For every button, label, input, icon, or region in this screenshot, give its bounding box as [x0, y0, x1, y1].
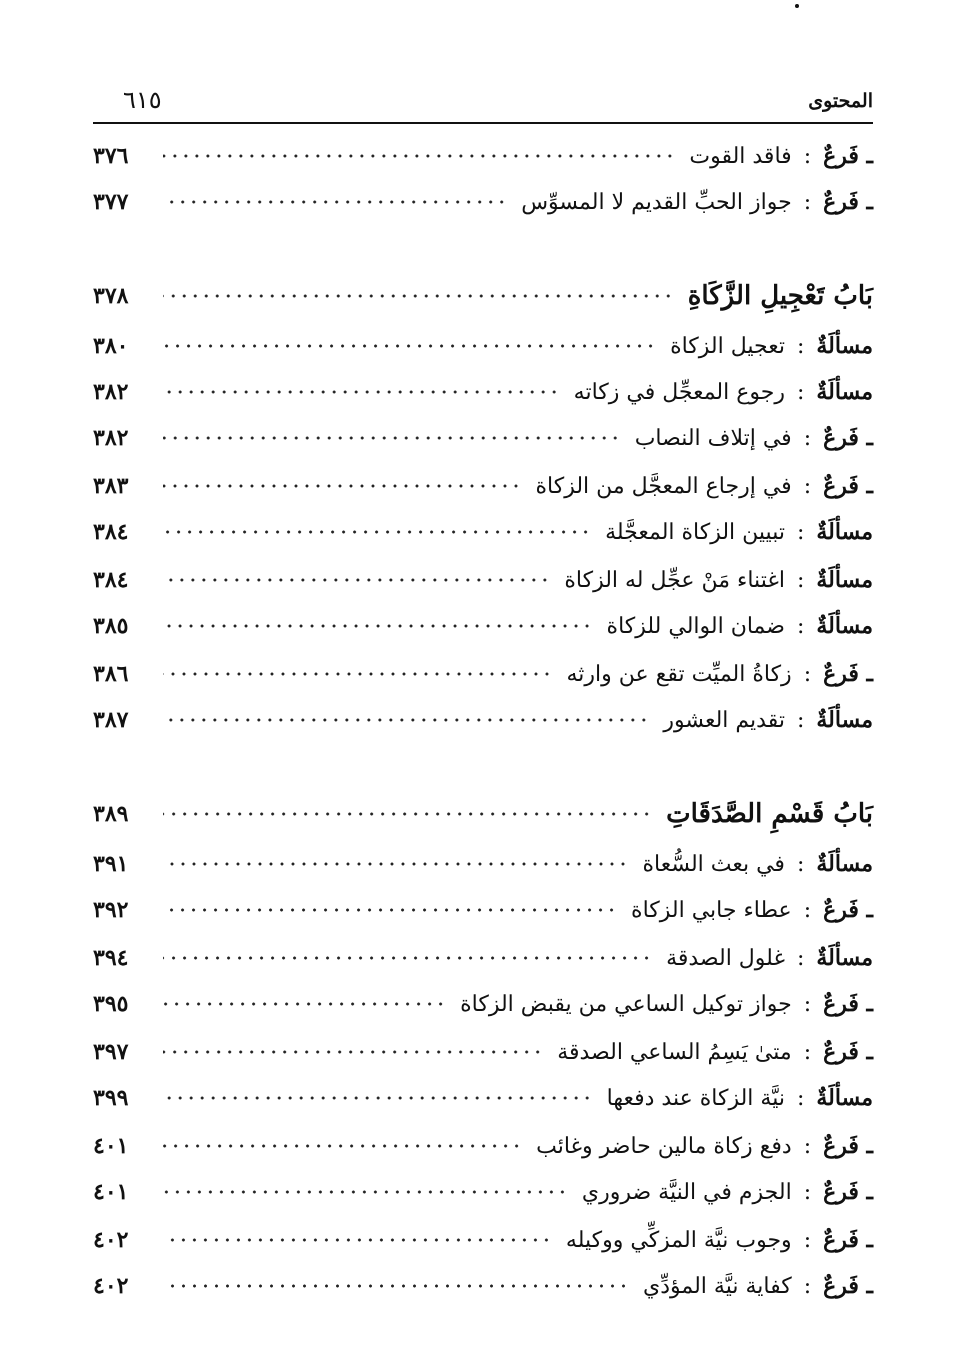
entry-type-label: مسألَةٌ — [816, 1085, 873, 1111]
dot-leader — [163, 616, 593, 636]
entry-type-label: ـ فَرعٌ — [823, 1133, 873, 1159]
entry-page-number: ٣٩٩ — [93, 1085, 129, 1111]
entry-title: كفاية نيَّة المؤدِّي — [643, 1273, 792, 1299]
entry-page-number: ٣٧٨ — [93, 283, 129, 309]
entry-separator: : — [803, 473, 812, 499]
toc-entry-row — [93, 982, 873, 1026]
entry-page-number: ٣٨٤ — [93, 519, 129, 545]
entry-separator: : — [796, 851, 805, 877]
toc-entry-row — [93, 604, 873, 648]
dot-leader — [163, 428, 621, 448]
entry-page-number: ٣٨٤ — [93, 567, 129, 593]
dot-leader — [163, 146, 675, 166]
dot-leader — [163, 570, 550, 590]
running-header — [93, 86, 873, 124]
toc-entry-row — [93, 464, 873, 508]
toc-entry-row — [93, 1030, 873, 1074]
entry-page-number: ٣٧٦ — [93, 143, 129, 169]
entry-type-label: مسألَةٌ — [816, 613, 873, 639]
entry-type-label: مسألَةٌ — [816, 519, 873, 545]
entry-separator: : — [796, 519, 805, 545]
toc-chapter-row — [93, 274, 873, 318]
entry-page-number: ٣٨٣ — [93, 473, 129, 499]
entry-type-label: ـ فَرعٌ — [823, 1039, 873, 1065]
entry-title: في إتلاف النصاب — [634, 425, 792, 451]
dot-leader — [163, 804, 652, 824]
entry-type-label: ـ فَرعٌ — [823, 991, 873, 1017]
dot-leader — [163, 286, 674, 306]
toc-entry-row — [93, 1076, 873, 1120]
entry-separator: : — [796, 707, 805, 733]
entry-title: تبيين الزكاة المعجَّلة — [605, 519, 785, 545]
entry-separator: : — [803, 897, 812, 923]
entry-page-number: ٤٠١ — [93, 1179, 129, 1205]
entry-type-label: مسألَةٌ — [816, 379, 873, 405]
entry-page-number: ٣٨٥ — [93, 613, 129, 639]
toc-entry-row — [93, 1218, 873, 1262]
entry-separator: : — [803, 143, 812, 169]
entry-title: في بعث السُّعاة — [642, 851, 785, 877]
dot-leader — [163, 1042, 543, 1062]
toc-entry-row — [93, 416, 873, 460]
dot-leader — [163, 1136, 522, 1156]
toc-entry-row — [93, 558, 873, 602]
dot-leader — [163, 476, 521, 496]
entry-title: رجوع المعجِّل في زكاته — [573, 379, 785, 405]
chapter-title: بَابُ تَعْجِيلِ الزَّكَاةِ — [687, 281, 873, 311]
toc-entry-row — [93, 180, 873, 224]
entry-separator: : — [803, 425, 812, 451]
entry-page-number: ٣٩٤ — [93, 945, 129, 971]
entry-separator: : — [796, 379, 805, 405]
entry-title: وجوب نيَّة المزكِّي ووكيله — [565, 1227, 792, 1253]
entry-page-number: ٤٠٢ — [93, 1273, 129, 1299]
entry-page-number: ٣٨٠ — [93, 333, 129, 359]
entry-separator: : — [803, 991, 812, 1017]
entry-page-number: ٣٨٢ — [93, 379, 129, 405]
entry-title: غلول الصدقة — [666, 945, 785, 971]
entry-title: جواز الحبِّ القديم لا المسوِّس — [521, 189, 792, 215]
entry-separator: : — [803, 1039, 812, 1065]
dot-leader — [163, 994, 446, 1014]
entry-page-number: ٣٩٧ — [93, 1039, 129, 1065]
entry-separator: : — [796, 333, 805, 359]
entry-separator: : — [796, 945, 805, 971]
entry-separator: : — [803, 189, 812, 215]
entry-type-label: ـ فَرعٌ — [823, 1227, 873, 1253]
entry-separator: : — [803, 661, 812, 687]
entry-separator: : — [796, 1085, 805, 1111]
entry-page-number: ٣٨٢ — [93, 425, 129, 451]
toc-entry-row — [93, 1124, 873, 1168]
entry-type-label: ـ فَرعٌ — [823, 143, 873, 169]
dot-leader — [163, 948, 652, 968]
entry-separator: : — [803, 1273, 812, 1299]
dot-leader — [163, 1230, 552, 1250]
entry-title: دفع زكاة مالين حاضر وغائب — [536, 1133, 792, 1159]
entry-title: الجزم في النيَّة ضروري — [581, 1179, 792, 1205]
entry-title: زكاةُ الميِّت تقع عن وارثه — [566, 661, 792, 687]
entry-page-number: ٣٨٦ — [93, 661, 129, 687]
entry-type-label: ـ فَرعٌ — [823, 425, 873, 451]
entry-separator: : — [803, 1133, 812, 1159]
entry-page-number: ٤٠١ — [93, 1133, 129, 1159]
dot-leader — [163, 1276, 629, 1296]
entry-type-label: ـ فَرعٌ — [823, 473, 873, 499]
dot-leader — [163, 192, 507, 212]
entry-title: تعجيل الزكاة — [670, 333, 785, 359]
entry-title: جواز توكيل الساعي من يقبض الزكاة — [460, 991, 792, 1017]
dot-leader — [163, 900, 617, 920]
entry-title: في إرجاع المعجَّل من الزكاة — [535, 473, 792, 499]
entry-title: عطاء جابي الزكاة — [631, 897, 792, 923]
toc-entry-row — [93, 1264, 873, 1308]
entry-title: تقديم العشور — [663, 707, 785, 733]
entry-page-number: ٣٩٢ — [93, 897, 129, 923]
entry-title: اغتناء مَنْ عجِّل له الزكاة — [564, 567, 785, 593]
dot-leader — [163, 1088, 593, 1108]
toc-entry-row — [93, 1170, 873, 1214]
entry-type-label: ـ فَرعٌ — [823, 897, 873, 923]
entry-page-number: ٣٩٥ — [93, 991, 129, 1017]
entry-type-label: ـ فَرعٌ — [823, 1273, 873, 1299]
toc-entry-row — [93, 936, 873, 980]
entry-page-number: ٤٠٢ — [93, 1227, 129, 1253]
header-page-number: ٦١٥ — [123, 86, 162, 114]
entry-title: نيَّة الزكاة عند دفعها — [606, 1085, 785, 1111]
entry-separator: : — [803, 1227, 812, 1253]
chapter-title: بَابُ قَسْمِ الصَّدَقَاتِ — [666, 799, 873, 829]
dot-leader — [163, 854, 628, 874]
toc-entry-row — [93, 324, 873, 368]
toc-entry-row — [93, 842, 873, 886]
header-title: المحتوى — [808, 90, 873, 112]
dot-leader — [163, 382, 560, 402]
entry-separator: : — [796, 613, 805, 639]
page-speck — [795, 4, 799, 8]
toc-entry-row — [93, 698, 873, 742]
entry-title: فاقد القوت — [689, 143, 792, 169]
entry-type-label: مسألَةٌ — [816, 333, 873, 359]
entry-type-label: مسألَةٌ — [816, 945, 873, 971]
toc-entry-row — [93, 652, 873, 696]
entry-title: ضمان الوالي للزكاة — [606, 613, 785, 639]
entry-type-label: مسألَةٌ — [816, 851, 873, 877]
toc-entry-row — [93, 888, 873, 932]
entry-page-number: ٣٩١ — [93, 851, 129, 877]
toc-entry-row — [93, 134, 873, 178]
toc-entry-row — [93, 370, 873, 414]
entry-page-number: ٣٨٩ — [93, 801, 129, 827]
dot-leader — [163, 522, 591, 542]
dot-leader — [163, 710, 649, 730]
entry-type-label: ـ فَرعٌ — [823, 661, 873, 687]
entry-page-number: ٣٨٧ — [93, 707, 129, 733]
toc-entry-row — [93, 510, 873, 554]
dot-leader — [163, 664, 552, 684]
dot-leader — [163, 1182, 568, 1202]
entry-type-label: مسألَةٌ — [816, 567, 873, 593]
entry-page-number: ٣٧٧ — [93, 189, 129, 215]
entry-title: متىٰ يَسِمُ الساعي الصدقة — [557, 1039, 792, 1065]
entry-separator: : — [803, 1179, 812, 1205]
toc-chapter-row — [93, 792, 873, 836]
entry-type-label: ـ فَرعٌ — [823, 189, 873, 215]
entry-type-label: ـ فَرعٌ — [823, 1179, 873, 1205]
entry-separator: : — [796, 567, 805, 593]
dot-leader — [163, 336, 656, 356]
entry-type-label: مسألَةٌ — [816, 707, 873, 733]
